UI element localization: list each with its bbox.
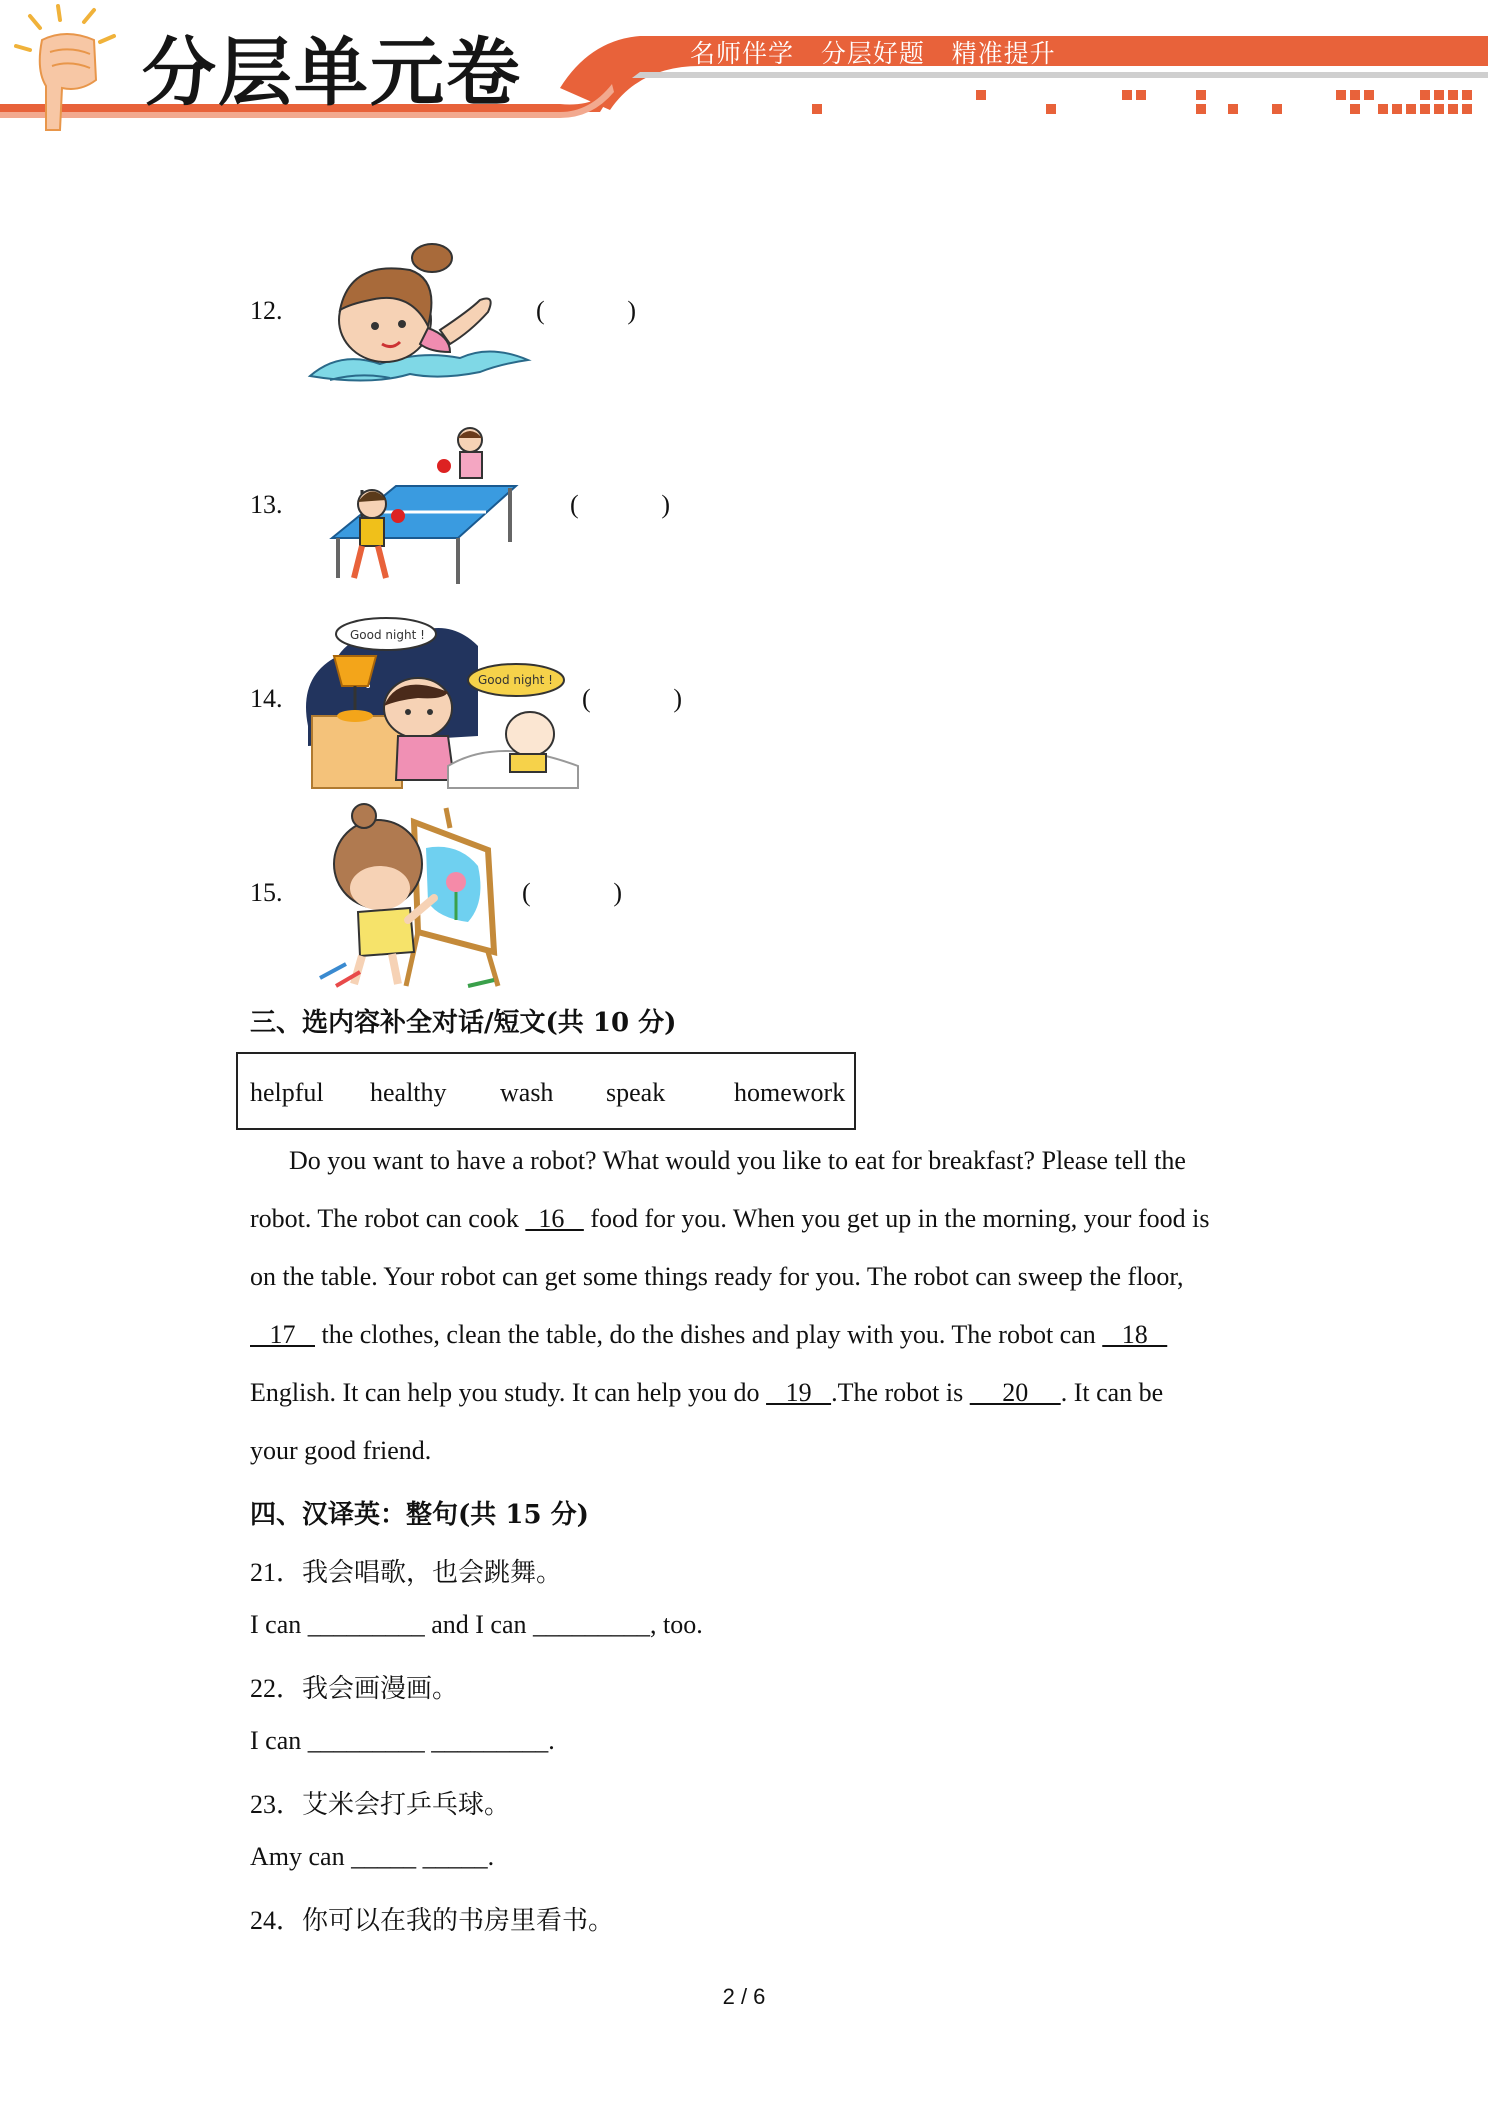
answer-parentheses[interactable]: ( ) (522, 878, 622, 907)
brand-title: 分层单元卷 (142, 30, 522, 116)
page-number: 2 / 6 (722, 1984, 766, 2009)
question-prompt: 22．我会画漫画。 (250, 1674, 459, 1703)
passage-line: English. It can help you study. It can help you do 19 .The robot is 20 . It can be (250, 1378, 1164, 1407)
answer-blank[interactable]: 18 (1102, 1320, 1168, 1349)
passage-line: 17 the clothes, clean the table, do the dishes and play with you. The robot can 18 (250, 1320, 1168, 1349)
table-tennis-icon (326, 426, 526, 586)
good-night-icon (298, 616, 588, 796)
girl-painting-icon (318, 802, 518, 988)
answer-line[interactable]: I can _________ _________. (250, 1726, 555, 1755)
fist-icon (10, 0, 130, 135)
passage-line: your good friend. (250, 1436, 432, 1465)
question-number: 12. (250, 296, 283, 325)
header-slogan: 名师伴学 分层好题 精准提升 (690, 39, 1056, 68)
answer-blank[interactable]: 17 (250, 1320, 315, 1349)
word-option: helpful (250, 1078, 324, 1107)
section-title: 四、汉译英：整句(共 15 分) (250, 1500, 589, 1530)
answer-line[interactable]: I can _________ and I can _________, too. (250, 1610, 703, 1639)
question-number: 14. (250, 684, 283, 713)
question-number: 13. (250, 490, 283, 519)
swimming-girl-icon (300, 240, 540, 390)
answer-parentheses[interactable]: ( ) (536, 296, 636, 325)
question-prompt: 24．你可以在我的书房里看书。 (250, 1906, 615, 1935)
section-title: 三、选内容补全对话/短文(共 10 分) (250, 1008, 677, 1038)
answer-blank[interactable]: 19 (766, 1378, 832, 1407)
passage-line: on the table. Your robot can get some things ready for you. The robot can sweep the floor, (250, 1262, 1184, 1291)
answer-parentheses[interactable]: ( ) (570, 490, 670, 519)
word-option: homework (734, 1078, 846, 1107)
answer-blank[interactable]: 20 (969, 1378, 1061, 1407)
passage-line: robot. The robot can cook 16 food for you. When you get up in the morning, your food is (250, 1204, 1210, 1233)
answer-blank[interactable]: 16 (525, 1204, 584, 1233)
speech-bubble-text: Good night ! (478, 673, 553, 687)
word-option: wash (500, 1078, 554, 1107)
passage-line: Do you want to have a robot? What would you like to eat for breakfast? Please tell the (250, 1146, 1186, 1175)
answer-parentheses[interactable]: ( ) (582, 684, 682, 713)
word-bank (236, 1052, 856, 1130)
word-option: speak (606, 1078, 666, 1107)
question-number: 15. (250, 878, 283, 907)
question-prompt: 21．我会唱歌，也会跳舞。 (250, 1558, 563, 1587)
word-option: healthy (370, 1078, 447, 1107)
speech-bubble-text: Good night ! (350, 628, 425, 642)
question-prompt: 23．艾米会打乒乓球。 (250, 1790, 511, 1819)
answer-line[interactable]: Amy can _____ _____. (250, 1842, 495, 1871)
page-header (0, 0, 1488, 135)
